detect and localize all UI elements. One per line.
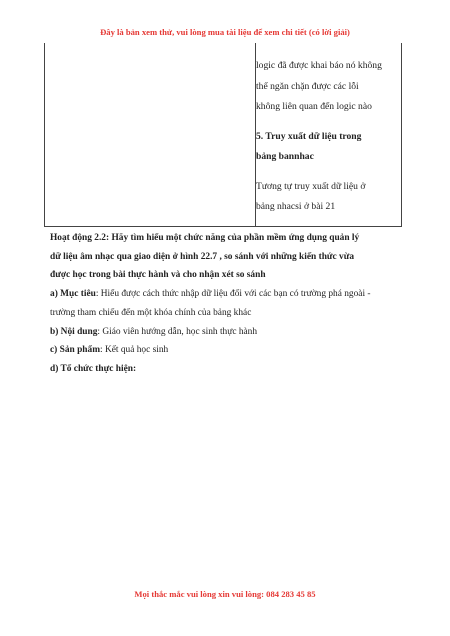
content-line bbox=[50, 323, 402, 342]
content-text: : Giáo viên hướng dẫn, học sinh thực hành bbox=[97, 326, 258, 337]
paragraph-line: logic đã được khai báo nó không bbox=[256, 60, 382, 71]
activity-title: được học trong bài thực hành và cho nhận xét so sánh bbox=[50, 270, 266, 281]
table-right-cell bbox=[256, 56, 390, 218]
product-text: : Kết quả học sinh bbox=[100, 345, 169, 356]
goal-label: a) Mục tiêu bbox=[50, 289, 96, 300]
content-label: b) Nội dung bbox=[50, 326, 98, 337]
preview-notice-banner: Đây là bản xem thử, vui lòng mua tài liệu để xem chi tiết (có lời giải) bbox=[100, 27, 350, 37]
activity-title: dữ liệu âm nhạc qua giao diện ở hình 22.7 , so sánh với những kiến thức vừa bbox=[50, 251, 355, 262]
goal-line: trường tham chiếu đến một khóa chính của bảng khác bbox=[50, 307, 252, 318]
section-heading: 5. Truy xuất dữ liệu trong bbox=[256, 130, 362, 142]
product-label: c) Sản phẩm bbox=[50, 345, 101, 356]
goal-line bbox=[50, 285, 402, 304]
contact-footer-banner: Mọi thắc mắc vui lòng xin vui lòng: 084 283 45 85 bbox=[134, 589, 316, 599]
paragraph-line: thể ngăn chặn được các lỗi bbox=[256, 80, 359, 92]
paragraph-line: bảng nhacsi ở bài 21 bbox=[256, 201, 336, 212]
goal-text: : Hiểu được cách thức nhập dữ liệu đối với các bạn có trường phá ngoài - bbox=[95, 289, 371, 300]
paragraph-line: không liên quan đến logic nào bbox=[256, 101, 372, 112]
organization-label: d) Tổ chức thực hiện: bbox=[50, 363, 137, 374]
activity-title: Hoạt động 2.2: Hãy tìm hiểu một chức năng của phần mềm ứng dụng quản lý bbox=[50, 233, 360, 243]
product-line bbox=[50, 341, 402, 360]
activity-section bbox=[50, 229, 402, 379]
section-heading: bảng bannhac bbox=[256, 151, 314, 162]
paragraph-line: Tương tự truy xuất dữ liệu ở bbox=[256, 180, 366, 192]
